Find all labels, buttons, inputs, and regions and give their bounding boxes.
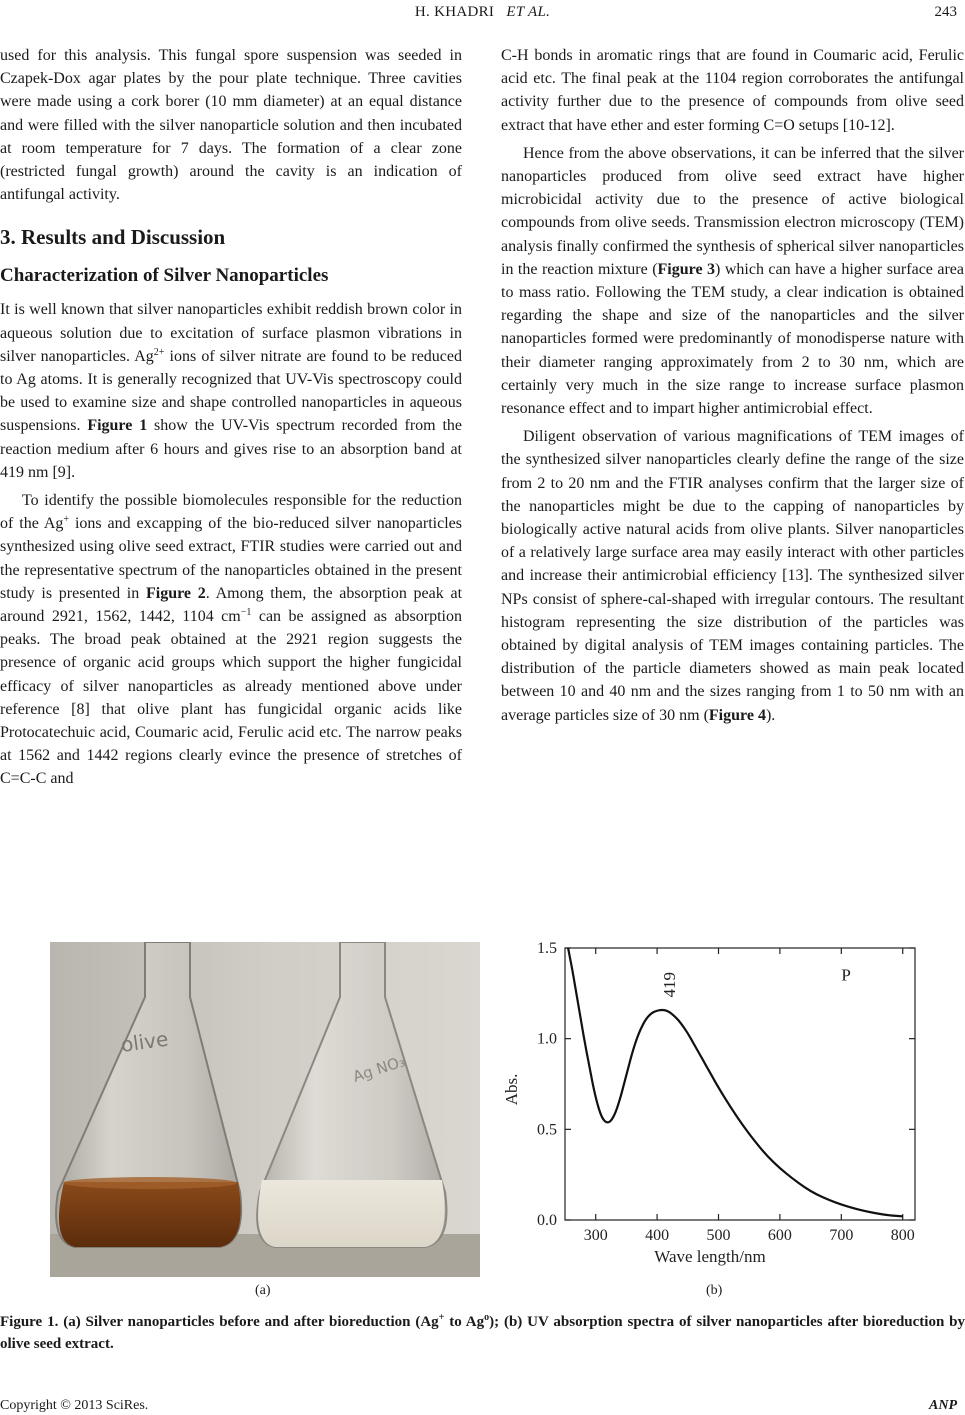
copyright-text: Copyright © 2013 SciRes.	[0, 1398, 149, 1413]
y-axis-label: Abs.	[502, 1073, 521, 1106]
running-header	[0, 4, 965, 26]
series-line	[568, 948, 903, 1216]
y-tick-label: 1.5	[537, 940, 557, 957]
page-number: 243	[934, 4, 957, 20]
x-tick-label: 500	[706, 1227, 731, 1244]
uv-spectrum-chart	[495, 940, 935, 1280]
figure-caption: Figure 1. (a) Silver nanoparticles before and after bioreduction (Ag+ to Ag$^o$); (b) UV absorption spectra of silver nanoparticles after bioreduction by olive seed extract.	[0, 1312, 965, 1352]
page-footer	[0, 1398, 965, 1415]
paragraph: It is well known that silver nanoparticles exhibit reddish brown color in aqueous solution due to excitation of surface plasmon vibrations in silver nanoparticles. $Ag^{2+}$ ions of silver nitrate are found to be reduced to Ag atoms. It is generally recognized that UV-Vis spectroscopy could be used to examine size and shape controlled nanoparticles in aqueous suspensions. Figure 1 show the UV-Vis spectrum recorded from the reaction medium after 6 hours and gives rise to an absorption band at 419 nm [9].	[0, 301, 463, 481]
x-axis-label: Wave length/nm	[654, 1247, 766, 1266]
journal-name: ANP	[929, 1398, 957, 1413]
flask-label-agno3: Ag NO₃	[350, 1052, 408, 1086]
figure-ref: Figure 1	[87, 417, 148, 435]
flask-label-olive: olive	[119, 1026, 170, 1057]
plot-frame	[565, 948, 915, 1220]
left-column	[0, 44, 462, 796]
paragraph: used for this analysis. This fungal spore suspension was seeded in Czapek-Dox agar plates by the pour plate technique. Three cavities were made using a cork borer (10 mm diameter) at an equal distance and were filled with the silver nanoparticle solution and then incubated at room temperature for 7 days. The formation of a clear zone (restricted fungal growth) around the cavity is an indication of antifungal activity.	[0, 47, 462, 204]
legend-label: P	[841, 965, 851, 985]
y-tick-label: 1.0	[537, 1030, 557, 1048]
paragraph: To identify the possible biomolecules responsible for the reduction of the Ag+ ions and excapping of the bio-reduced silver nanoparticles synthesized using olive seed extract, FTIR studies were carried out and the representative spectrum of the nanoparticles obtained in the present study is presented in Figure 2. Among them, the absorption peak at around 2921, 1562, 1442, 1104 $cm^{-1}$ can be assigned as absorption peaks. The broad peak obtained at the 2921 region suggests the presence of organic acid groups which support the higher fungicidal efficacy of silver nanoparticles as already mentioned above under reference [8] that olive plant has fungicidal organic acids like Protocatechuic acid, Coumaric acid, Ferulic acid etc. The narrow peaks at 1562 and 1442 regions clearly evince the presence of stretches of C=C-C and	[0, 492, 463, 788]
flask-photo-illustration	[50, 942, 480, 1277]
right-column	[501, 44, 964, 732]
header-etal: ET AL.	[506, 4, 551, 20]
x-tick-label: 400	[645, 1227, 670, 1244]
figure-panel-label-a: (a)	[255, 1283, 271, 1298]
figure-ref: Figure 2	[145, 584, 206, 602]
x-tick-label: 600	[767, 1227, 792, 1244]
figure-panel-label-b: (b)	[706, 1283, 723, 1298]
paragraph: Hence from the above observations, it can be inferred that the silver nanoparticles produced from olive seed extract have higher microbicidal activity due to the presence of active biological compounds from olive seeds. Transmission electron microscopy (TEM) analysis finally confirmed the synthesis of spherical silver nanoparticles in the reaction mixture (Figure 3) which can have a higher surface area to mass ratio. Following the TEM study, a clear indication is obtained regarding the shape and size of the nanoparticles and the silver nanoparticles formed were predominantly of monodisperse nature with their diameter ranging approximately from 2 to 30 nm, which are certainly very much in the size range to increase surface plasmon resonance effect and to impart higher antimicrobial effect.	[501, 144, 964, 418]
figure-ref: Figure 3	[657, 260, 716, 278]
header-author: H. KHADRI	[414, 4, 495, 20]
x-tick-label: 800	[890, 1227, 915, 1244]
y-tick-label: 0.5	[537, 1121, 557, 1139]
peak-label: 419	[659, 971, 679, 998]
x-tick-label: 300	[583, 1227, 608, 1244]
paragraph: C-H bonds in aromatic rings that are found in Coumaric acid, Ferulic acid etc. The final peak at the 1104 region corroborates the antifungal activity further due to the presence of compounds from olive seed extract that have ether and ester forming C=O setups [10-12].	[501, 47, 964, 134]
flask-photo	[50, 942, 480, 1277]
y-tick-label: 0.0	[537, 1212, 557, 1229]
paragraph: Diligent observation of various magnifications of TEM images of the synthesized silver nanoparticles clearly define the range of the size from 2 to 20 nm and the FTIR analyses confirm that the larger size of the nanoparticles might be due to the capping of nanoparticles by biologically active natural acids from olive plants. Silver nanoparticles of a relatively large surface area may easily interact with other particles and increase their antimicrobial efficiency [13]. The synthesized silver NPs consist of sphere-cal-shaped with irregular contours. The resultant histogram representing the size distribution of the particles was obtained by digital analysis of TEM images containing particles. The distribution of the particle diameters showed as main peak located between 10 and 40 nm and the sizes ranging from 1 to 50 nm with an average particles size of 30 nm (Figure 4).	[501, 428, 964, 724]
figure-ref: Figure 4	[708, 706, 766, 724]
x-tick-label: 700	[829, 1227, 854, 1244]
running-head-authors	[0, 4, 965, 21]
subsection-title: Characterization of Silver Nanoparticles	[0, 265, 329, 287]
uv-spectrum-plot	[495, 940, 935, 1280]
section-title: 3. Results and Discussion	[0, 225, 226, 250]
